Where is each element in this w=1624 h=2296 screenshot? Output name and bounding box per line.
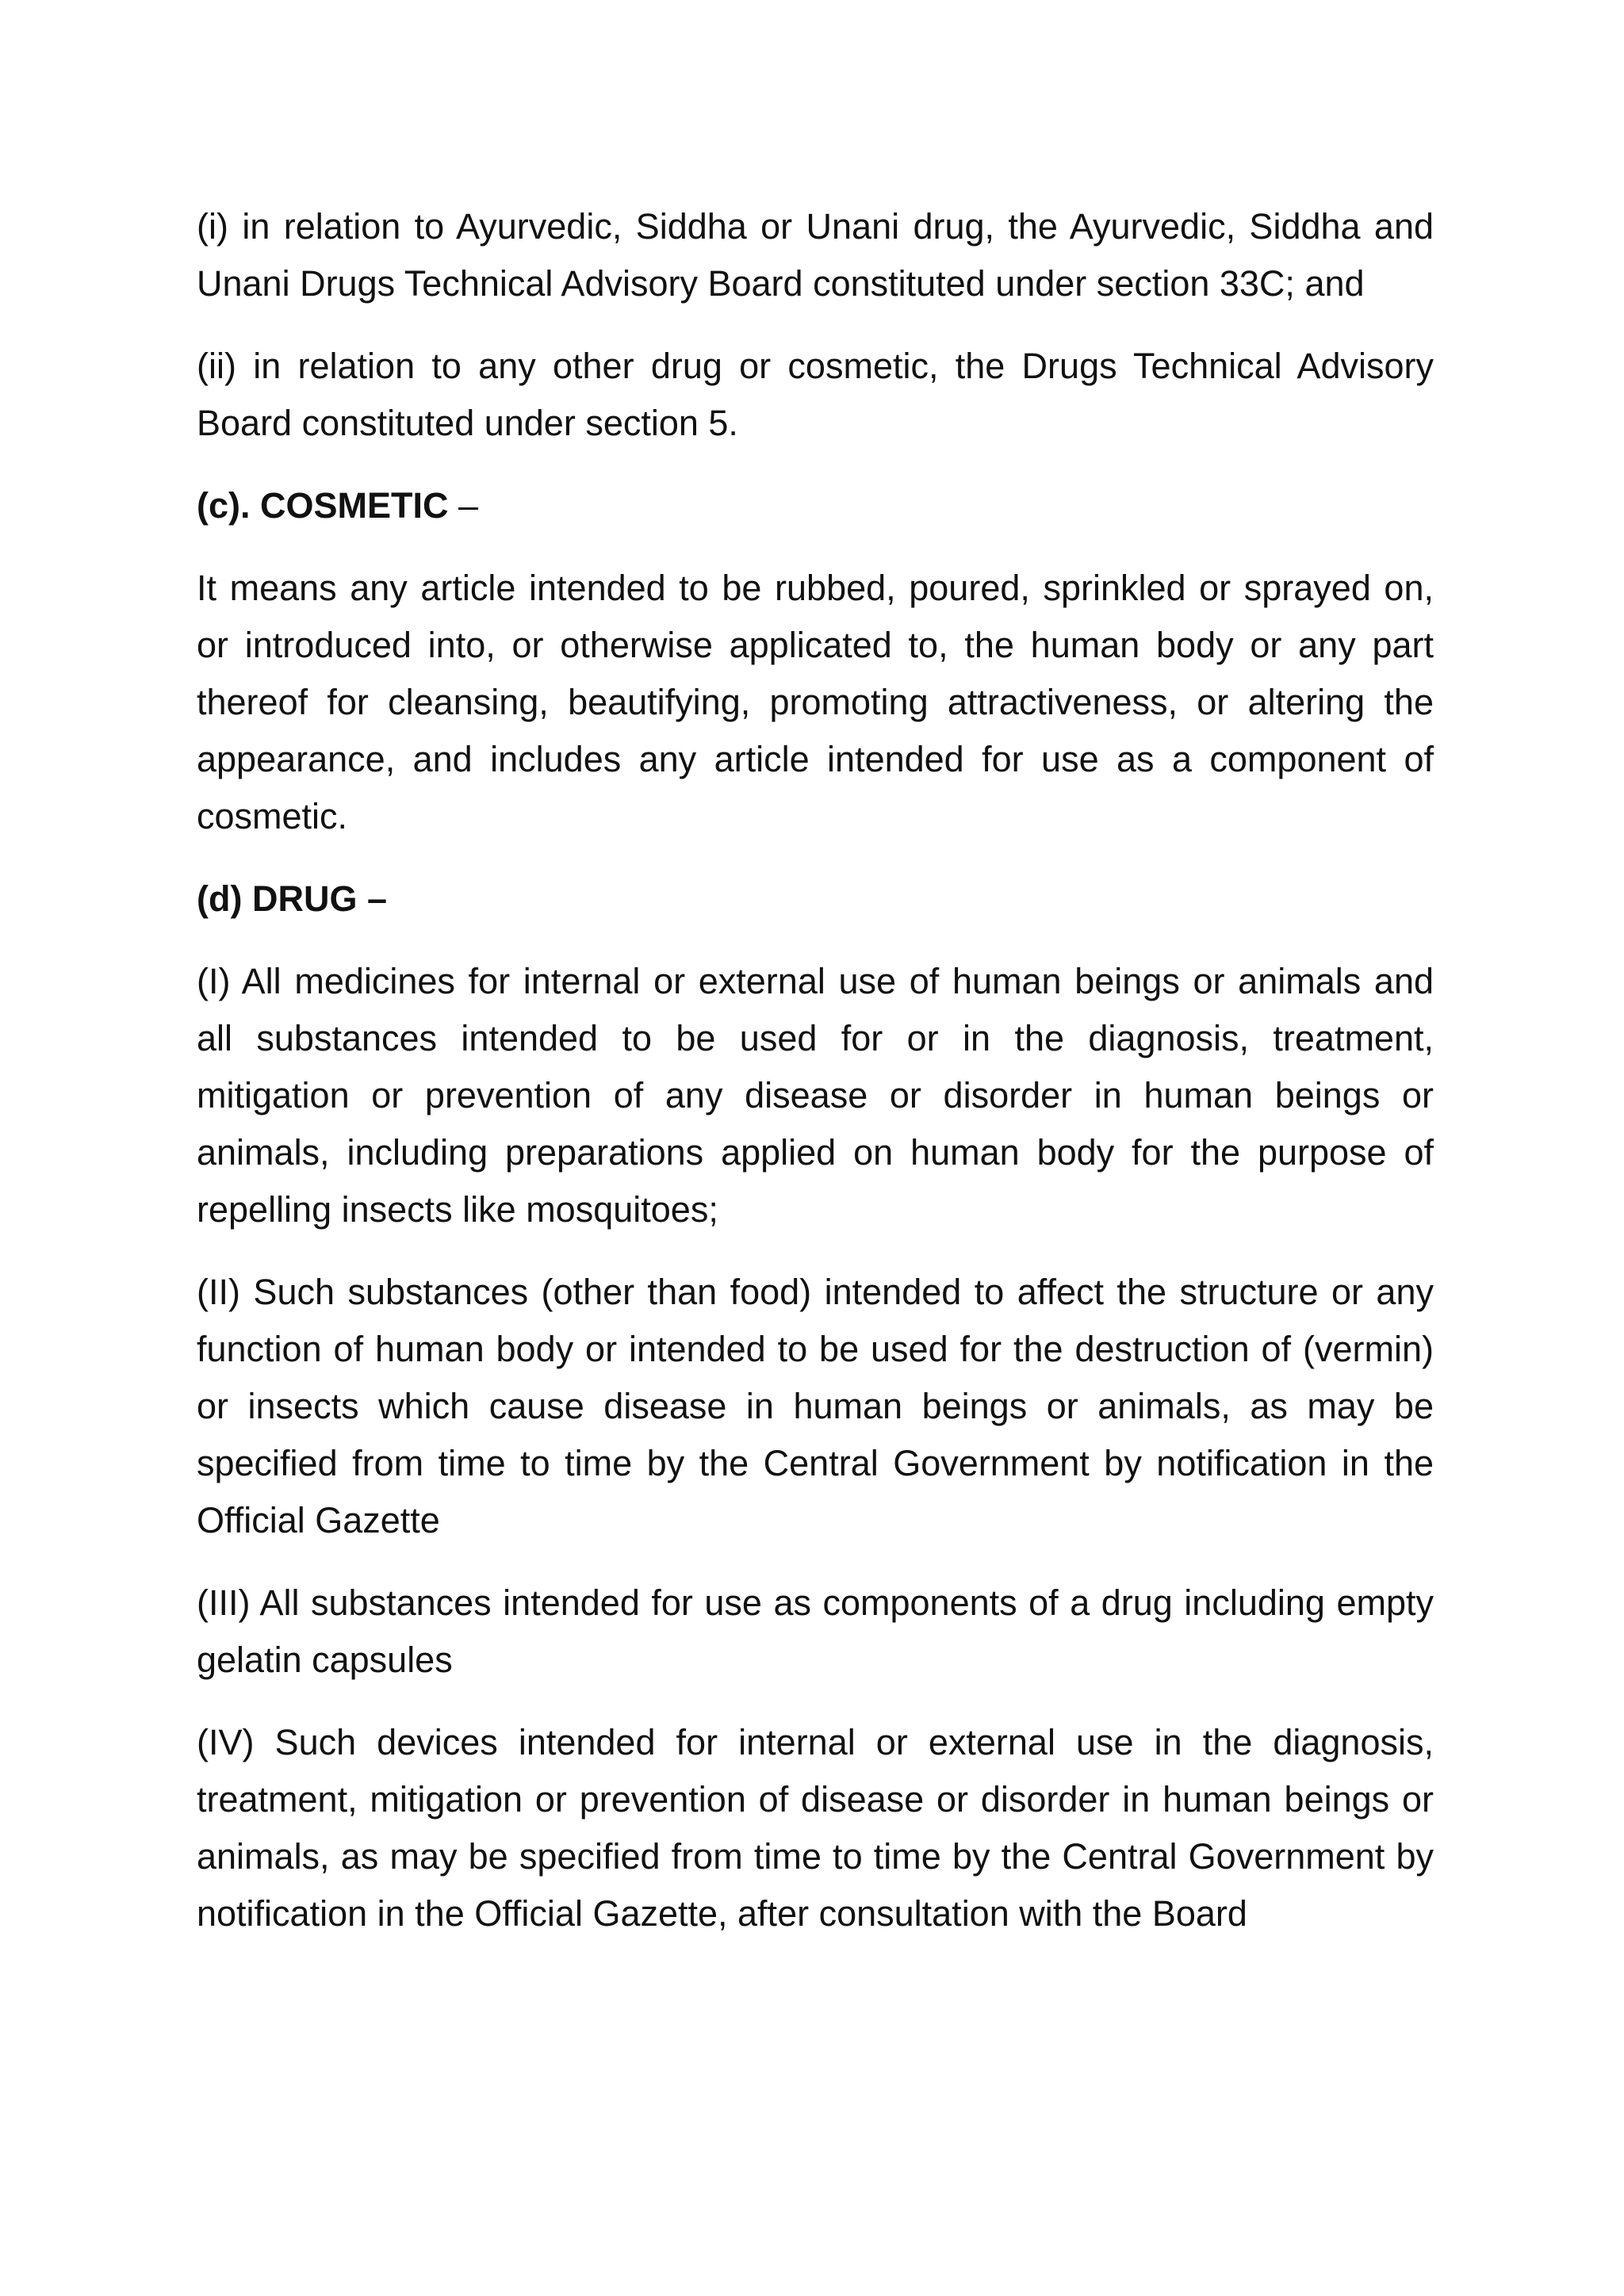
drug-heading: (d) DRUG – xyxy=(197,878,387,919)
drug-clause-ii: (II) Such substances (other than food) intended to affect the structure or any function of human body or intended to be used for the destruction of (vermin) or insects which cause disease in human beings or animals, as may be specified from time to time by the Central Government by notification in the Official Gazette xyxy=(197,1272,1434,1540)
cosmetic-definition: It means any article intended to be rubbed, poured, sprinkled or sprayed on, or introduced into, or otherwise applicated to, the human body or any part thereof for cleansing, beautifying, promoting attractiveness, or altering the appearance, and includes any article intended for use as a component of cosmetic. xyxy=(197,568,1434,836)
drug-clause-iv: (IV) Such devices intended for internal or external use in the diagnosis, treatment, mitigation or prevention of disease or disorder in human beings or animals, as may be specified from time to time by the Central Government by notification in the Official Gazette, after consultation with the Board xyxy=(197,1722,1434,1934)
drug-clause-i: (I) All medicines for internal or external use of human beings or animals and all substances intended to be used for or in the diagnosis, treatment, mitigation or prevention of any disease or disorder in human beings or animals, including preparations applied on human body for the purpose of repelling insects like mosquitoes; xyxy=(197,961,1434,1230)
document-page xyxy=(197,198,1434,1968)
drug-clause-iii: (III) All substances intended for use as components of a drug including empty gelatin capsules xyxy=(197,1582,1434,1680)
cosmetic-heading-dash: – xyxy=(448,485,479,526)
clause-ii-other-drug: (ii) in relation to any other drug or cosmetic, the Drugs Technical Advisory Board constituted under section 5. xyxy=(197,346,1434,443)
cosmetic-heading xyxy=(197,477,1434,534)
clause-i-ayurvedic: (i) in relation to Ayurvedic, Siddha or Unani drug, the Ayurvedic, Siddha and Unani Drugs Technical Advisory Board constituted under section 33C; and xyxy=(197,206,1434,304)
cosmetic-heading-label: (c). COSMETIC xyxy=(197,485,449,526)
